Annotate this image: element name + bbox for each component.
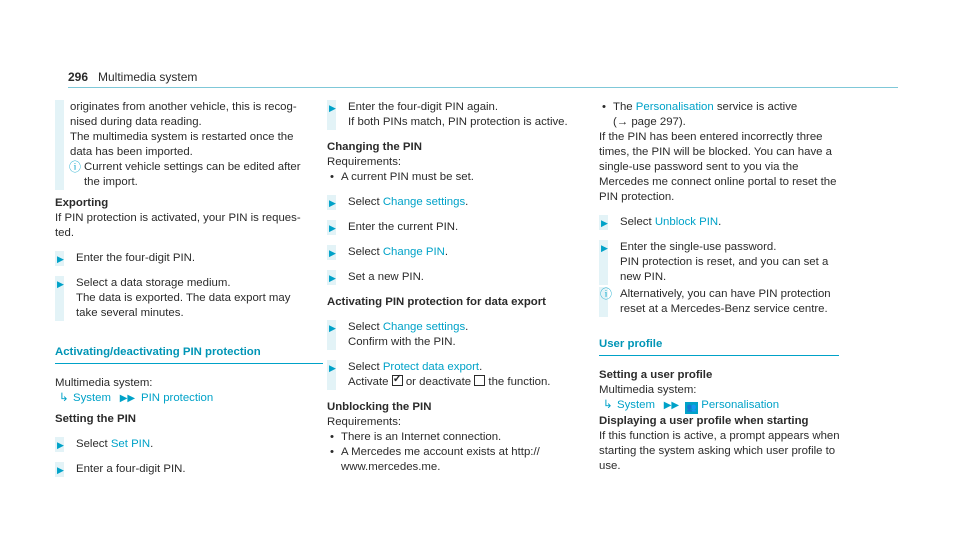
personalisation-icon: 👥	[686, 403, 697, 412]
menu-path	[55, 391, 325, 406]
step: ▶ Select Change settings. Confirm with the PIN.	[327, 320, 597, 350]
text-line: originates from another vehicle, this is recog-	[70, 101, 297, 113]
step-arrow-icon: ▶	[329, 323, 336, 333]
text-line: PIN protection is reset, and you can set a	[620, 256, 829, 268]
link-unblock-pin[interactable]: Unblock PIN	[654, 216, 719, 228]
heading-unblocking-pin: Unblocking the PIN	[327, 401, 432, 413]
menu-path	[599, 398, 869, 414]
menu-hook-icon: ↳	[603, 399, 613, 411]
text-line: Enter the four-digit PIN.	[76, 252, 196, 264]
info-note	[70, 160, 325, 190]
link-set-pin[interactable]: Set PIN	[110, 438, 151, 450]
text-line: Enter a four-digit PIN.	[76, 463, 186, 475]
link-change-pin[interactable]: Change PIN	[382, 246, 445, 258]
list-item: • A current PIN must be set.	[330, 171, 474, 183]
menu-label: Multimedia system:	[599, 384, 697, 396]
step	[327, 220, 597, 235]
text-line: new PIN.	[620, 271, 667, 283]
step-arrow-icon: ▶	[329, 198, 336, 208]
text-line: If PIN protection is activated, your PIN is reques-	[55, 212, 301, 224]
step-arrow-icon: ▶	[329, 273, 336, 283]
section-title-user-profile: User profile	[599, 337, 869, 356]
step-arrow-icon: ▶	[57, 465, 64, 475]
step-arrow-icon: ▶	[57, 279, 64, 289]
step: ▶ Select Unblock PIN.	[599, 215, 869, 230]
text-line: single-use password sent to you via the	[599, 161, 799, 173]
step-arrow-icon: ▶	[601, 218, 608, 228]
step-arrow-icon: ▶	[57, 254, 64, 264]
text-line: The multimedia system is restarted once the	[70, 131, 294, 143]
step-arrow-icon: ▶	[329, 223, 336, 233]
step	[55, 462, 325, 477]
text-line: Requirements:	[327, 416, 402, 428]
chevron-right-icon: ▶▶	[658, 400, 682, 411]
heading-changing-pin: Changing the PIN	[327, 141, 422, 153]
chapter-title: Multimedia system	[98, 70, 198, 84]
text-line: The data is exported. The data export may	[76, 292, 291, 304]
text-line: starting the system asking which user profile to	[599, 445, 836, 457]
column-3	[599, 100, 869, 474]
link-change-settings[interactable]: Change settings	[382, 196, 466, 208]
link-change-settings[interactable]: Change settings	[382, 321, 466, 333]
text-line: If the PIN has been entered incorrectly three	[599, 131, 823, 143]
text-line: the import.	[84, 176, 138, 188]
text-line: Enter the four-digit PIN again.	[348, 101, 499, 113]
section-title-pin-protection: Activating/deactivating PIN protection	[55, 345, 325, 364]
menu-link-personalisation[interactable]: Personalisation	[701, 399, 780, 411]
heading-displaying-user-profile: Displaying a user profile when starting	[599, 415, 809, 427]
text-line: data has been imported.	[70, 146, 193, 158]
page-number: 296	[68, 70, 89, 84]
link-protect-data-export[interactable]: Protect data export	[382, 361, 480, 373]
step: ▶ Select Protect data export. Activate ✓ or deactivate the function.	[327, 360, 597, 390]
chevron-right-icon: ▶▶	[114, 393, 138, 404]
step-arrow-icon: ▶	[57, 440, 64, 450]
list-item: • A Mercedes me account exists at http:// www.mercedes.me.	[330, 446, 540, 473]
text-line: ted.	[55, 227, 74, 239]
menu-label: Multimedia system:	[55, 377, 153, 389]
text-line: use.	[599, 460, 621, 472]
step	[55, 276, 325, 321]
text-line: take several minutes.	[76, 307, 184, 319]
step-arrow-icon: ▶	[329, 363, 336, 373]
step-arrow-icon: ▶	[601, 243, 608, 253]
header-rule	[68, 87, 898, 88]
text-line: If both PINs match, PIN protection is active.	[348, 116, 568, 128]
text-line: Current vehicle settings can be edited after	[84, 161, 301, 173]
list-item: • The Personalisation service is active (→ page 297).	[602, 101, 798, 128]
text-line: Set a new PIN.	[348, 271, 424, 283]
page-header	[68, 70, 898, 86]
text-line: Requirements:	[327, 156, 402, 168]
info-icon: ⓘ	[69, 160, 82, 174]
checkbox-checked-icon	[392, 375, 403, 386]
step: ▶ Select Set PIN.	[55, 437, 325, 452]
step-arrow-icon: ▶	[329, 248, 336, 258]
heading-activating-pin-export: Activating PIN protection for data export	[327, 296, 546, 308]
step-arrow-icon: ▶	[329, 103, 336, 113]
text-line: If this function is active, a prompt appears when	[599, 430, 840, 442]
info-icon: ⓘ	[600, 287, 613, 301]
step	[327, 100, 597, 130]
step	[55, 251, 325, 266]
text-line: Mercedes me connect online portal to reset the	[599, 176, 837, 188]
info-note	[599, 287, 869, 317]
text-line: nised during data reading.	[70, 116, 202, 128]
heading-setting-user-profile: Setting a user profile	[599, 369, 713, 381]
text-line: Enter the single-use password.	[620, 241, 777, 253]
menu-link-pin-protection[interactable]: PIN protection	[141, 392, 214, 404]
text-line: times, the PIN will be blocked. You can have a	[599, 146, 833, 158]
bullet-icon: •	[330, 446, 334, 458]
text-line: Confirm with the PIN.	[348, 336, 456, 348]
bullet-icon: •	[602, 101, 606, 113]
text-line: PIN protection.	[599, 191, 675, 203]
bullet-icon: •	[330, 431, 334, 443]
heading-exporting: Exporting	[55, 197, 109, 209]
step	[599, 240, 869, 285]
bullet-icon: •	[330, 171, 334, 183]
column-2	[327, 100, 597, 475]
continued-block	[55, 100, 325, 190]
text-line: Alternatively, you can have PIN protection	[620, 288, 831, 300]
step: ▶ Select Change PIN.	[327, 245, 597, 260]
step: ▶ Select Change settings.	[327, 195, 597, 210]
menu-link-system[interactable]: System	[73, 392, 111, 404]
link-personalisation[interactable]: Personalisation	[635, 101, 714, 113]
menu-link-system[interactable]: System	[617, 399, 655, 411]
text-line: Select a data storage medium.	[76, 277, 231, 289]
heading-setting-pin: Setting the PIN	[55, 413, 137, 425]
text-line: Enter the current PIN.	[348, 221, 459, 233]
text-line: reset at a Mercedes-Benz service centre.	[620, 303, 828, 315]
step	[327, 270, 597, 285]
menu-hook-icon: ↳	[59, 392, 69, 404]
column-1	[55, 100, 325, 487]
checkbox-empty-icon	[474, 375, 485, 386]
list-item: • There is an Internet connection.	[330, 431, 502, 443]
